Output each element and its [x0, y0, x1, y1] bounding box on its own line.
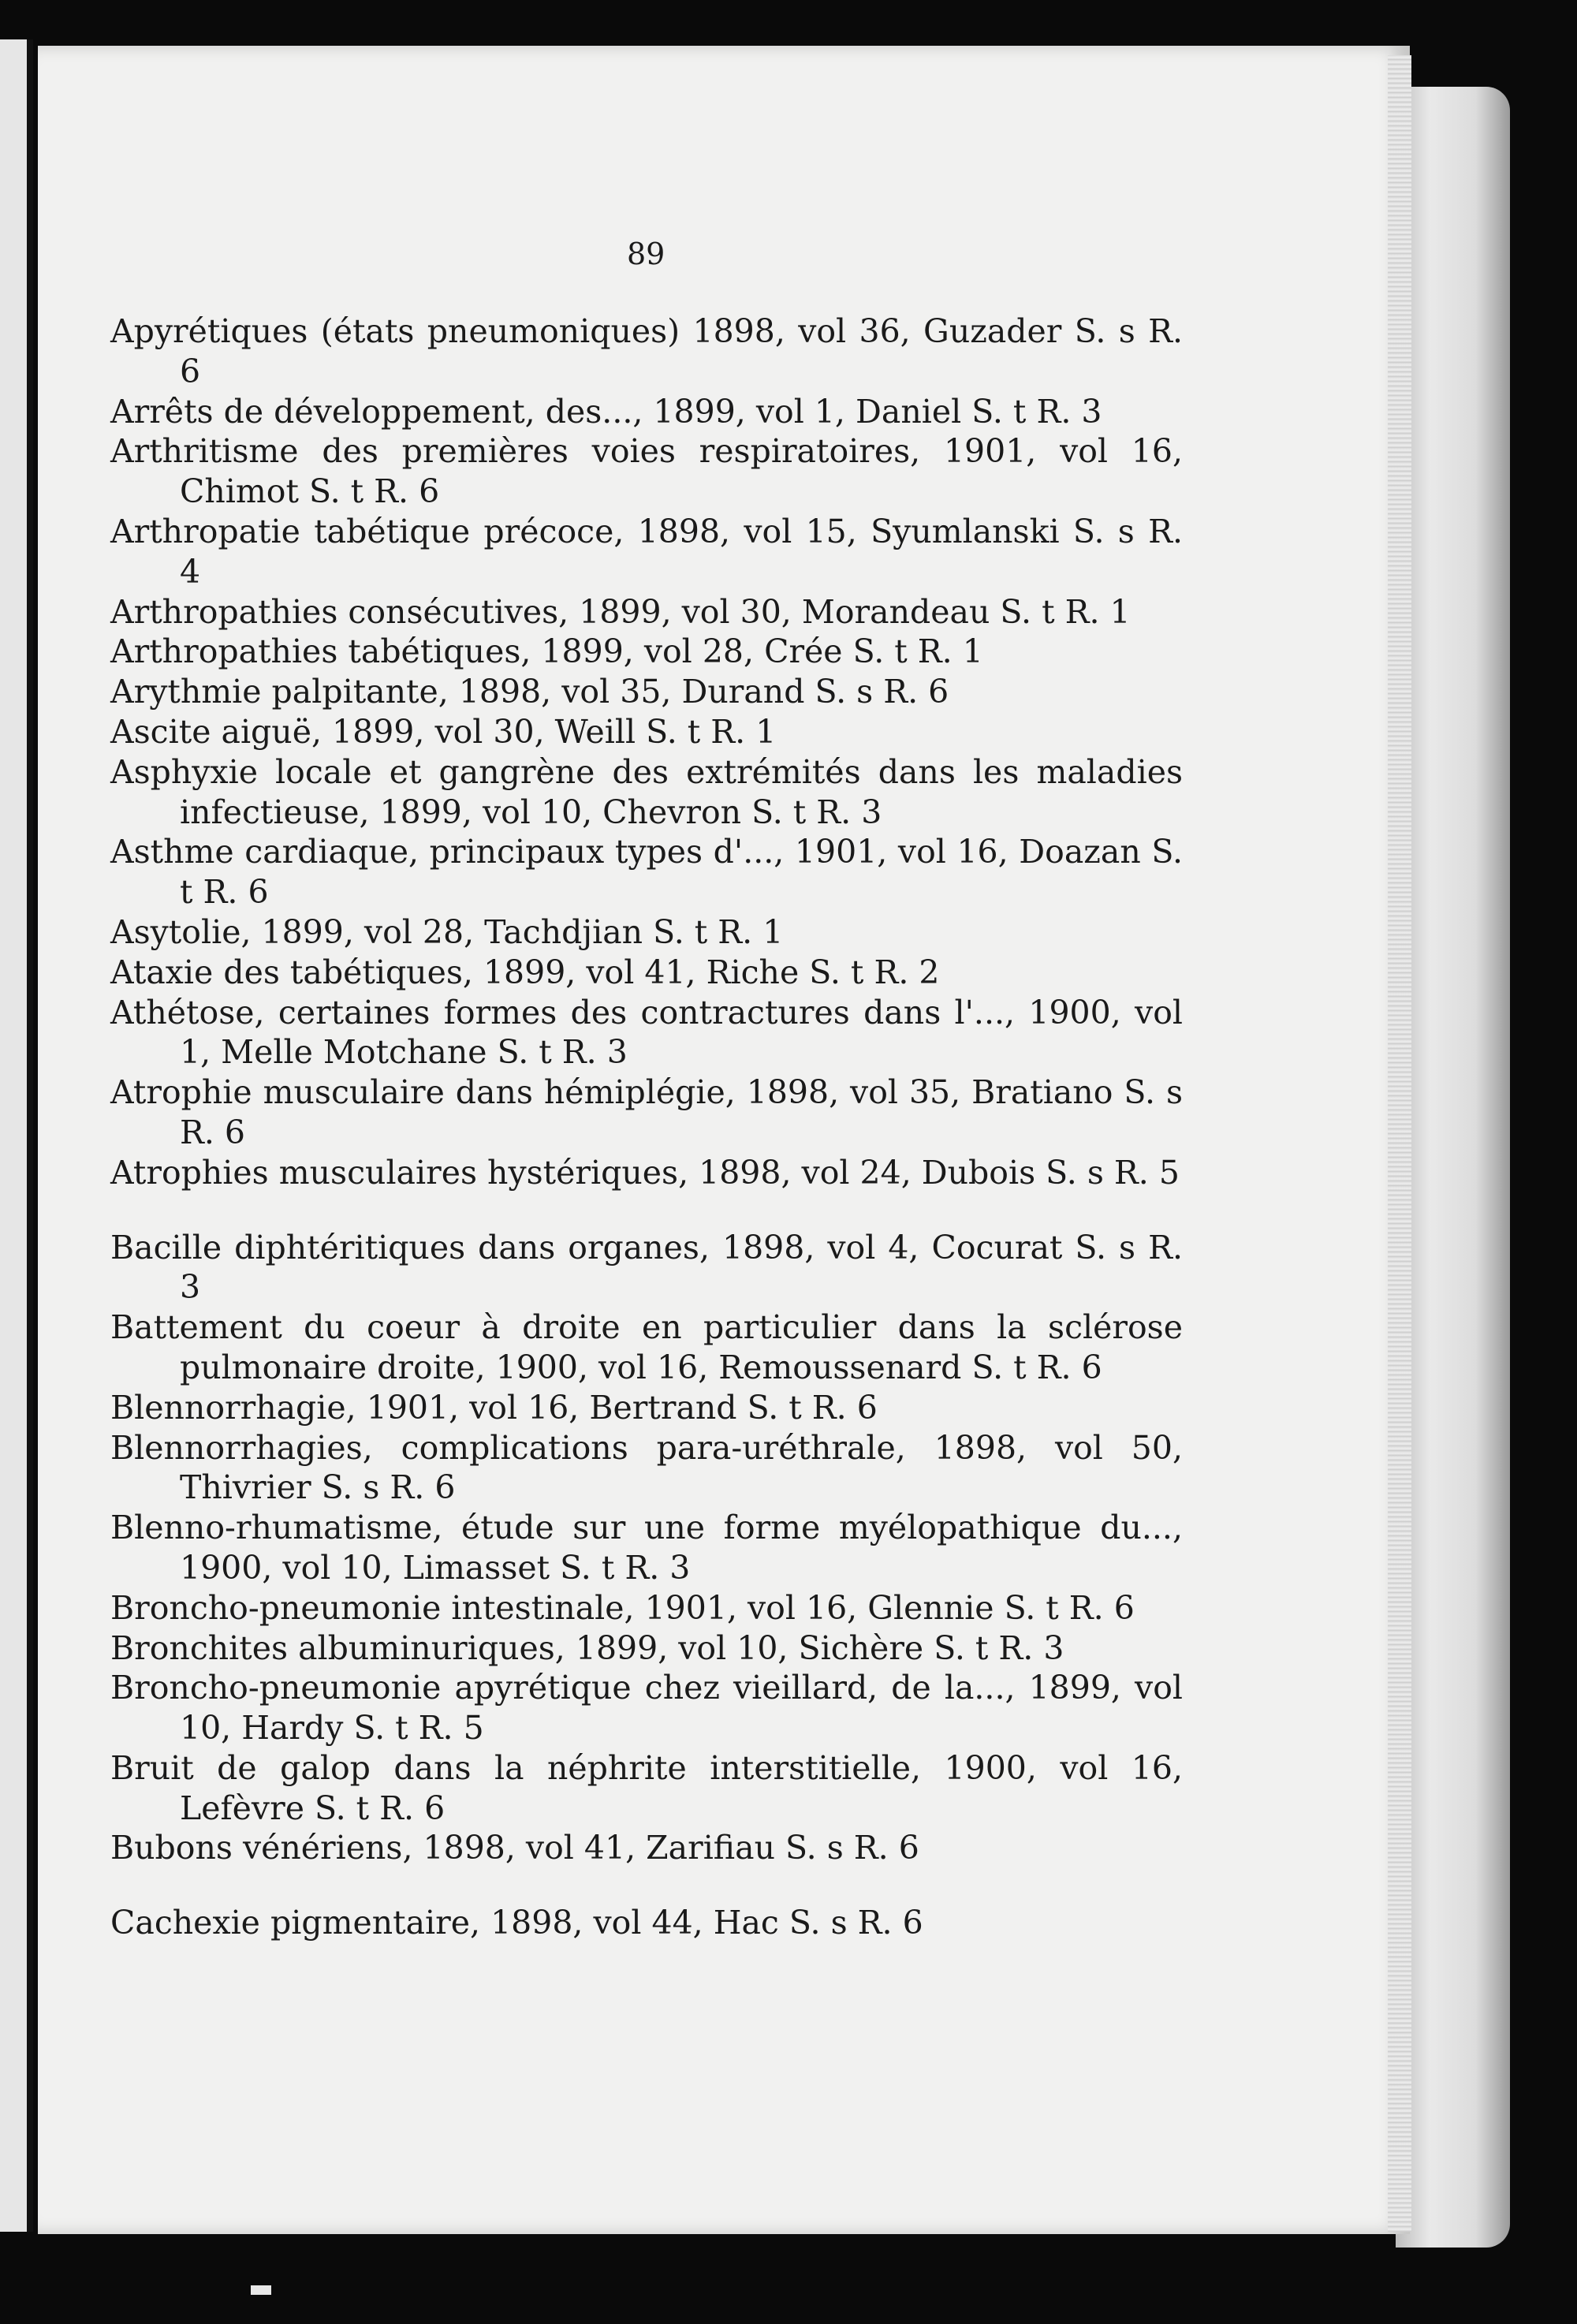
- index-entry: Arthropathies tabétiques, 1899, vol 28, Crée S. t R. 1: [110, 632, 983, 671]
- index-entry: Arthropathies consécutives, 1899, vol 30, Morandeau S. t R. 1: [110, 592, 1131, 631]
- index-entry: Asytolie, 1899, vol 28, Tachdjian S. t R. 1: [110, 912, 784, 951]
- index-entry: Broncho-pneumonie apyrétique chez vieillard, de la..., 1899, vol 10, Hardy S. t R. 5: [110, 1669, 1183, 1748]
- index-entry: Ataxie des tabétiques, 1899, vol 41, Riche S. t R. 2: [110, 953, 940, 991]
- index-entry: Blennorrhagies, complications para-uréthrale, 1898, vol 50, Thivrier S. s R. 6: [110, 1428, 1183, 1507]
- page-fore-edge: [1388, 55, 1411, 2232]
- index-entry: Arythmie palpitante, 1898, vol 35, Durand S. s R. 6: [110, 673, 949, 711]
- index-entry: Atrophies musculaires hystériques, 1898, vol 24, Dubois S. s R. 5: [110, 1153, 1180, 1192]
- group-spacer: [110, 1193, 1183, 1228]
- index-entry: Athétose, certaines formes des contractures dans l'..., 1900, vol 1, Melle Motchane S. t R. 3: [110, 993, 1183, 1072]
- index-entry: Bronchites albuminuriques, 1899, vol 10, Sichère S. t R. 3: [110, 1628, 1064, 1667]
- index-group-b: [110, 1228, 1183, 1869]
- index-entry: Blenno-rhumatisme, étude sur une forme myélopathique du..., 1900, vol 10, Limasset S. t R. 3: [110, 1509, 1183, 1587]
- index-entry: Arrêts de développement, des..., 1899, vol 1, Daniel S. t R. 3: [110, 392, 1102, 431]
- group-spacer: [110, 1868, 1183, 1903]
- index-entry: Ascite aiguë, 1899, vol 30, Weill S. t R. 1: [110, 712, 777, 751]
- page-number: 89: [627, 237, 665, 271]
- binding-shadow: [27, 39, 33, 2232]
- index-entry: Cachexie pigmentaire, 1898, vol 44, Hac S. s R. 6: [110, 1904, 923, 1942]
- index-entry: Atrophie musculaire dans hémiplégie, 1898, vol 35, Bratiano S. s R. 6: [110, 1073, 1183, 1151]
- index-entry: Arthritisme des premières voies respiratoires, 1901, vol 16, Chimot S. t R. 6: [110, 432, 1183, 511]
- index-entry: Asthme cardiaque, principaux types d'..., 1901, vol 16, Doazan S. t R. 6: [110, 833, 1183, 912]
- index-entry: Arthropatie tabétique précoce, 1898, vol 15, Syumlanski S. s R. 4: [110, 512, 1183, 591]
- index-entry: Asphyxie locale et gangrène des extrémités dans les maladies infectieuse, 1899, vol 10, Chevron S. t R. 3: [110, 752, 1183, 831]
- index-group-a: [110, 311, 1183, 1193]
- index-entry: Blennorrhagie, 1901, vol 16, Bertrand S. t R. 6: [110, 1388, 878, 1427]
- scan-artifact: [251, 2285, 271, 2295]
- index-entry: Battement du coeur à droite en particulier dans la sclérose pulmonaire droite, 1900, vol 16, Remoussenard S. t R. 6: [110, 1308, 1183, 1386]
- index-entry: Bruit de galop dans la néphrite interstitielle, 1900, vol 16, Lefèvre S. t R. 6: [110, 1748, 1183, 1827]
- index-entry: Bubons vénériens, 1898, vol 41, Zarifiau S. s R. 6: [110, 1829, 919, 1867]
- index-entry: Apyrétiques (états pneumoniques) 1898, vol 36, Guzader S. s R. 6: [110, 312, 1183, 390]
- index-group-c: [110, 1903, 1183, 1943]
- index-entry: Broncho-pneumonie intestinale, 1901, vol 16, Glennie S. t R. 6: [110, 1588, 1135, 1627]
- next-page-stack: [1396, 87, 1510, 2248]
- index-entries: [110, 311, 1183, 1943]
- index-entry: Bacille diphtéritiques dans organes, 1898, vol 4, Cocurat S. s R. 3: [110, 1228, 1183, 1307]
